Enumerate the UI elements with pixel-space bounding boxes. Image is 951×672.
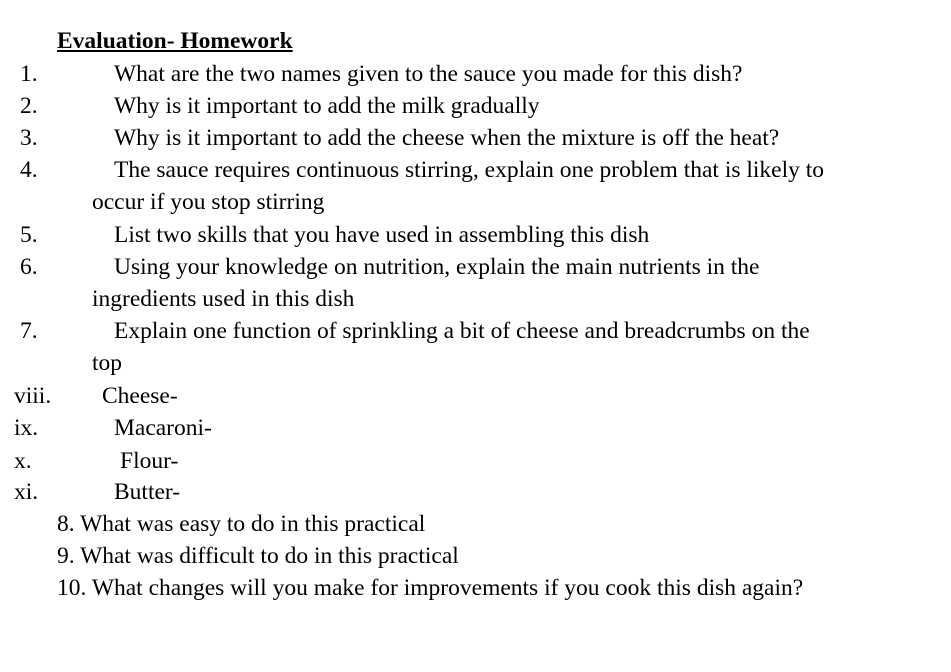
question-number: 5. (20, 222, 38, 248)
ingredient-label: Macaroni- (114, 415, 212, 441)
ingredient-number: ix. (14, 415, 39, 441)
ingredient-label: Cheese- (102, 383, 178, 409)
question-text: What are the two names given to the sauce you made for this dish? (114, 61, 743, 87)
ingredient-number: viii. (14, 383, 52, 409)
ingredient-label: Butter- (114, 479, 181, 505)
question-number: 2. (20, 93, 38, 119)
question-text-continued: top (92, 350, 123, 376)
question-text: The sauce requires continuous stirring, explain one problem that is likely to (114, 157, 825, 183)
ingredient-number: x. (14, 448, 32, 474)
question-text: Using your knowledge on nutrition, explain the main nutrients in the (114, 254, 760, 280)
ingredient-number: xi. (14, 479, 39, 505)
question-10: 10. What changes will you make for improvements if you cook this dish again? (57, 575, 804, 601)
question-text: Explain one function of sprinkling a bit of cheese and breadcrumbs on the (114, 318, 810, 344)
question-number: 6. (20, 254, 38, 280)
question-number: 1. (20, 61, 38, 87)
question-8: 8. What was easy to do in this practical (57, 511, 426, 537)
document-title: Evaluation- Homework (57, 28, 293, 54)
question-number: 7. (20, 318, 38, 344)
question-text-continued: ingredients used in this dish (92, 286, 355, 312)
question-text: Why is it important to add the cheese when the mixture is off the heat? (114, 125, 780, 151)
question-text-continued: occur if you stop stirring (92, 189, 325, 215)
question-text: List two skills that you have used in assembling this dish (114, 222, 650, 248)
question-number: 4. (20, 157, 38, 183)
question-number: 3. (20, 125, 38, 151)
question-text: Why is it important to add the milk gradually (114, 93, 540, 119)
ingredient-label: Flour- (120, 448, 179, 474)
question-9: 9. What was difficult to do in this practical (57, 543, 459, 569)
